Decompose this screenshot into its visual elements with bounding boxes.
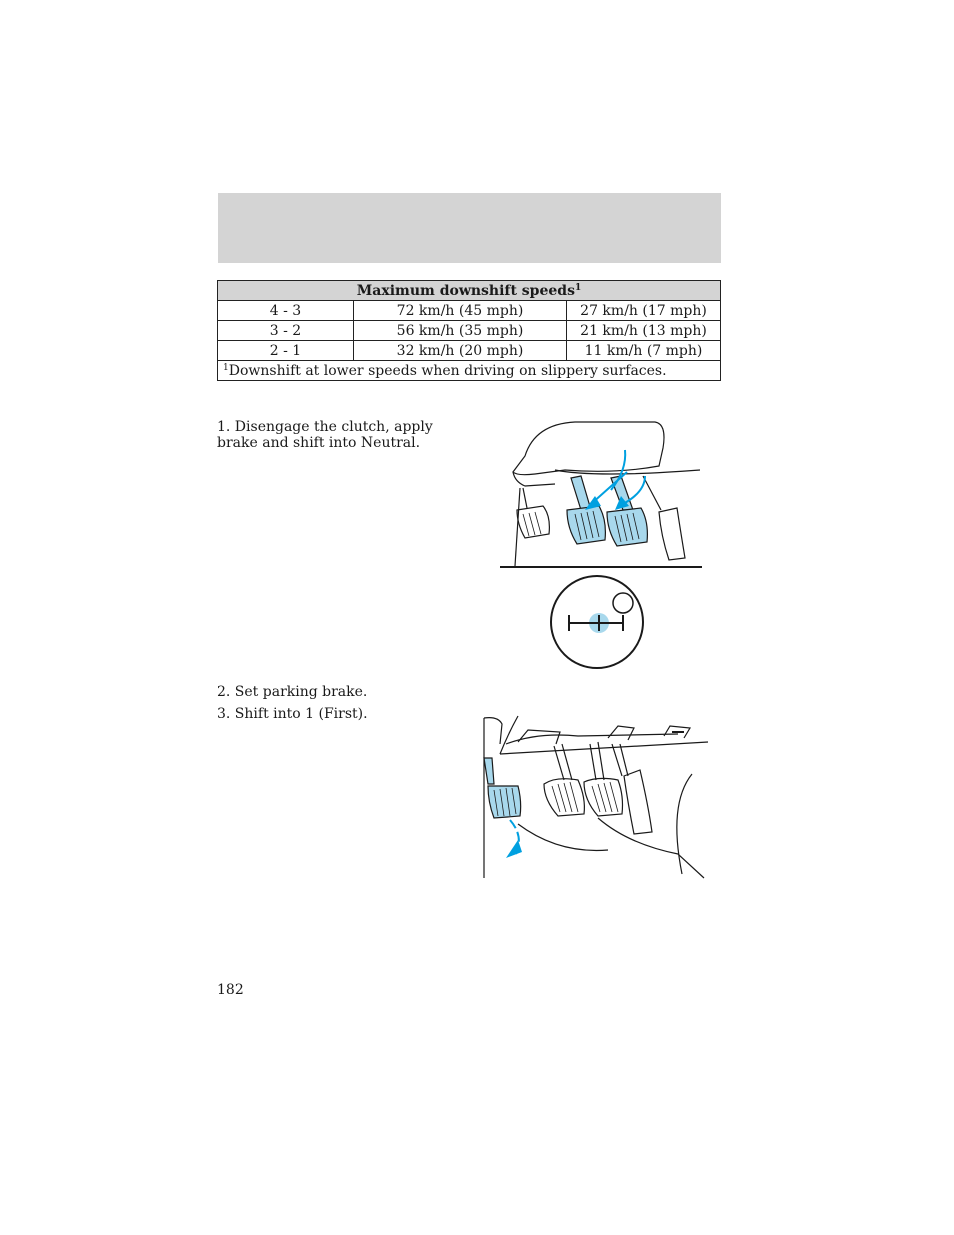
shift-cell: 2 - 1 (218, 341, 354, 361)
table-header-row (218, 281, 721, 301)
section-header-band (218, 193, 721, 263)
footnote-mark: 1 (223, 362, 229, 373)
table-footnote-row (218, 361, 721, 381)
normal-speed-cell: 72 km/h (45 mph) (354, 301, 567, 321)
step-2-text: 2. Set parking brake. (217, 684, 368, 700)
step-3-text: 3. Shift into 1 (First). (217, 706, 368, 722)
parking-brake-pedal-illustration (478, 714, 710, 882)
shift-cell: 4 - 3 (218, 301, 354, 321)
normal-speed-cell: 32 km/h (20 mph) (354, 341, 567, 361)
slippery-speed-cell: 11 km/h (7 mph) (567, 341, 721, 361)
table-row (218, 301, 721, 321)
table-title-footnote-mark: 1 (574, 282, 582, 293)
table-footnote-cell (218, 361, 721, 381)
table-row (218, 341, 721, 361)
pedals-clutch-brake-illustration (495, 418, 710, 570)
table-title-cell (218, 281, 721, 301)
table-footnote: Downshift at lower speeds when driving on slippery surfaces. (228, 362, 667, 379)
slippery-speed-cell: 27 km/h (17 mph) (567, 301, 721, 321)
table-row (218, 321, 721, 341)
slippery-speed-cell: 21 km/h (13 mph) (567, 321, 721, 341)
gear-neutral-diagram (549, 574, 645, 670)
normal-speed-cell: 56 km/h (35 mph) (354, 321, 567, 341)
table-title: Maximum downshift speeds (356, 282, 575, 299)
step-1-text: 1. Disengage the clutch, apply brake and shift into Neutral. (217, 419, 433, 451)
downshift-speeds-table (217, 280, 721, 381)
shift-cell: 3 - 2 (218, 321, 354, 341)
page-number: 182 (217, 982, 244, 998)
